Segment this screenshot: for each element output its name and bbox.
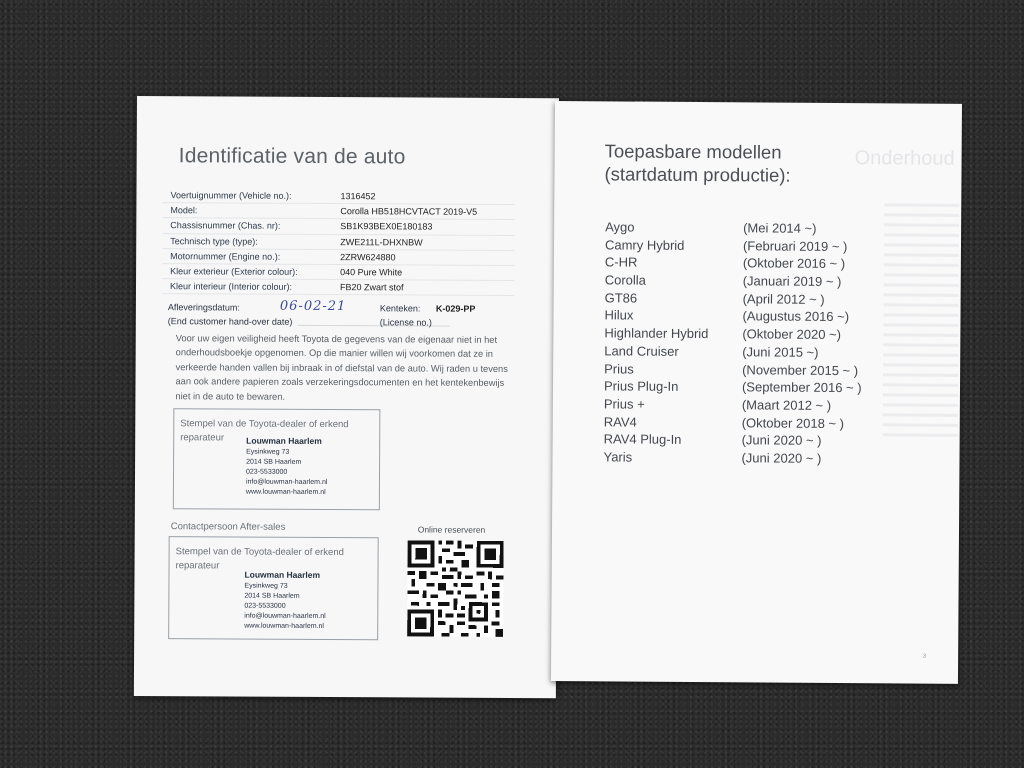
dealer-stamp-box — [173, 408, 381, 510]
online-label: Online reserveren — [417, 524, 486, 535]
license-label: Kenteken: — [379, 303, 421, 314]
id-label: Model: — [170, 205, 198, 216]
model-name: GT86 — [604, 290, 638, 306]
id-value: FB20 Zwart stof — [339, 282, 404, 293]
id-row — [162, 279, 514, 296]
model-date: (Augustus 2016 ~) — [742, 308, 850, 325]
stamp-label: Stempel van de Toyota-dealer of erkend reparateur — [180, 418, 349, 444]
list-item — [605, 255, 905, 275]
model-name: Highlander Hybrid — [604, 325, 709, 342]
id-label: Motornummer (Engine no.): — [170, 250, 281, 262]
dealer-email: info@louwman-haarlem.nl — [244, 612, 326, 620]
end-customer-label: (End customer hand-over date) — [167, 316, 293, 327]
models-title — [604, 139, 790, 186]
page-number: 3 — [922, 653, 927, 660]
list-item — [604, 308, 904, 328]
page-title: Identificatie van de auto — [178, 144, 406, 169]
model-name: Prius Plug-In — [603, 378, 679, 395]
model-name: C-HR — [604, 254, 638, 270]
model-date: (Maart 2012 ~ ) — [741, 397, 832, 413]
model-date: (Januari 2019 ~ ) — [742, 273, 842, 290]
contact-label: Contactpersoon After-sales — [170, 521, 286, 533]
dealer-address: Eysinkweg 73 — [244, 582, 288, 590]
id-value: Corolla HB518HCVTACT 2019-V5 — [340, 206, 478, 217]
qr-code-icon[interactable] — [407, 540, 504, 637]
contact-stamp-box — [168, 536, 379, 640]
dealer-website: www.louwman-haarlem.nl — [244, 622, 325, 630]
model-name: Yaris — [603, 449, 633, 465]
dealer-name: Louwman Haarlem — [244, 569, 321, 580]
model-date: (Februari 2019 ~ ) — [742, 238, 848, 254]
dealer-phone: 023-5533000 — [244, 602, 286, 610]
license-plate: K-029-PP — [435, 303, 476, 314]
id-label: Voertuignummer (Vehicle no.): — [170, 190, 292, 201]
bleed-through-title: Onderhoud — [854, 147, 955, 170]
dealer-name: Louwman Haarlem — [246, 435, 322, 446]
model-date: (November 2015 ~ ) — [742, 361, 859, 378]
list-item — [603, 449, 903, 469]
list-item — [604, 343, 904, 363]
vehicle-id-table — [162, 188, 515, 296]
delivery-section — [167, 298, 513, 328]
list-item — [605, 290, 905, 310]
id-value: 1316452 — [340, 191, 376, 202]
dealer-postcode: 2014 SB Haarlem — [244, 592, 300, 600]
models-title-line2: (startdatum productie): — [604, 163, 791, 186]
model-name: Prius — [604, 360, 634, 377]
list-item — [605, 219, 905, 239]
delivery-date-label: Afleveringsdatum: — [167, 302, 240, 313]
id-label: Chassisnummer (Chas. nr): — [170, 220, 281, 232]
dealer-website: www.louwman-haarlem.nl — [245, 488, 326, 496]
privacy-paragraph: Voor uw eigen veiligheid heeft Toyota de gegevens van de eigenaar niet in het onderhoudsboekje opgenomen. Op die manier willen wij voorkomen dat ze in verkeerde handen vallen bij inbraak in of diefstal van de auto. Wij raden u tevens aan ook andere papieren zoals verzekeringsdocumenten en het kentekenbewijs niet in de auto te bewaren. — [175, 333, 508, 402]
id-value: 040 Pure White — [340, 267, 403, 278]
list-item — [604, 379, 904, 399]
left-page — [134, 96, 559, 698]
list-item — [604, 396, 904, 416]
models-list — [603, 219, 905, 469]
model-name: Prius + — [603, 396, 645, 412]
dealer-address: Eysinkweg 73 — [246, 448, 290, 456]
id-value: SB1K93BEX0E180183 — [340, 221, 433, 232]
list-item — [604, 432, 904, 452]
list-item — [604, 361, 904, 381]
model-date: (April 2012 ~ ) — [742, 291, 825, 307]
dealer-phone: 023-5533000 — [246, 468, 288, 476]
model-name: Land Cruiser — [604, 343, 679, 359]
dealer-email: info@louwman-haarlem.nl — [245, 478, 328, 487]
model-date: (Mei 2014 ~) — [743, 220, 817, 236]
model-name: RAV4 — [603, 413, 637, 430]
model-date: (Juni 2020 ~ ) — [741, 450, 822, 466]
models-title-line1: Toepasbare modellen — [604, 140, 782, 163]
dealer-postcode: 2014 SB Haarlem — [246, 458, 302, 466]
model-name: Camry Hybrid — [604, 237, 685, 253]
model-date: (Oktober 2018 ~ ) — [741, 414, 845, 431]
id-label: Kleur exterieur (Exterior colour): — [170, 266, 298, 277]
model-name: Aygo — [605, 219, 635, 235]
id-value: ZWE211L-DHXNBW — [340, 236, 423, 248]
id-label: Kleur interieur (Interior colour): — [169, 281, 293, 292]
list-item — [604, 414, 904, 434]
model-date: (Juni 2020 ~ ) — [741, 432, 822, 449]
list-item — [604, 325, 904, 345]
list-item — [605, 237, 905, 257]
right-page — [551, 101, 962, 684]
id-value: 2ZRW624880 — [340, 251, 396, 263]
model-date: (Juni 2015 ~) — [742, 344, 819, 360]
model-name: Hilux — [604, 307, 634, 323]
model-date: (Oktober 2020 ~) — [742, 326, 842, 343]
model-name: Corolla — [604, 272, 646, 288]
model-date: (September 2016 ~ ) — [741, 379, 862, 396]
stamp-label: Stempel van de Toyota-dealer of erkend reparateur — [175, 546, 344, 572]
id-label: Technisch type (type): — [170, 235, 258, 247]
delivery-date-handwritten: 06-02-21 — [279, 298, 347, 315]
list-item — [605, 272, 905, 292]
model-date: (Oktober 2016 ~ ) — [742, 255, 846, 272]
license-no-label: (License no.) — [379, 317, 432, 328]
model-name: RAV4 Plug-In — [603, 431, 682, 448]
